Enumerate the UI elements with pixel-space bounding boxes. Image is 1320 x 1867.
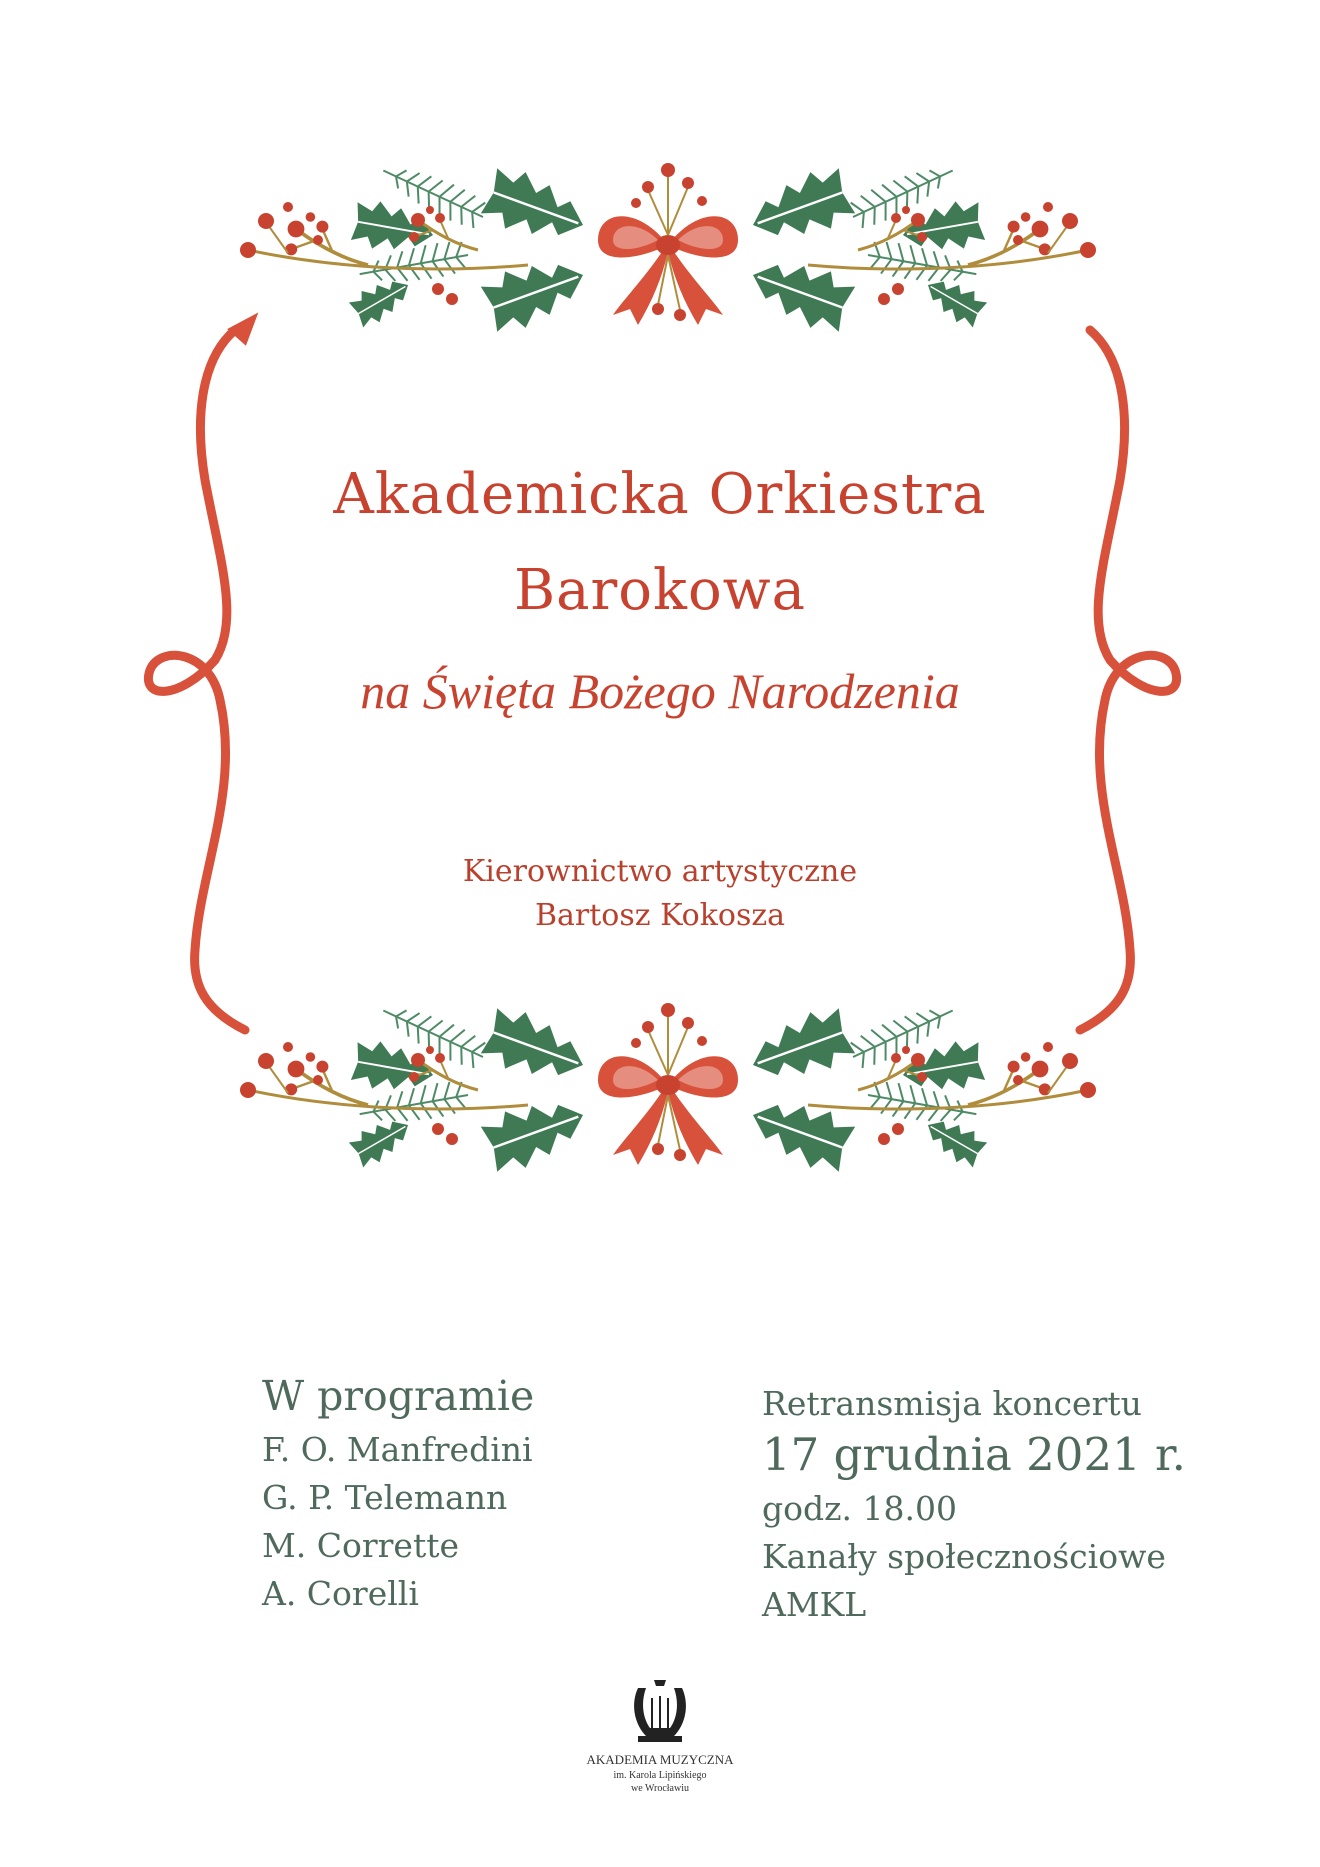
- lyre-logo-icon: [634, 1680, 686, 1742]
- program-item: G. P. Telemann: [262, 1478, 508, 1517]
- title-line-2: Barokowa: [514, 558, 806, 623]
- program-block: [262, 1372, 534, 1618]
- broadcast-channel: Kanały społecznościowe: [762, 1537, 1166, 1576]
- program-item: A. Corelli: [262, 1574, 419, 1613]
- bottom-garland: [240, 995, 1096, 1177]
- logo-line-3: we Wrocławiu: [630, 1783, 689, 1794]
- program-item: F. O. Manfredini: [262, 1430, 533, 1469]
- broadcast-org: AMKL: [762, 1585, 867, 1624]
- direction-label: Kierownictwo artystyczne: [462, 854, 858, 889]
- broadcast-label: Retransmisja koncertu: [762, 1384, 1142, 1423]
- broadcast-block: [762, 1380, 1186, 1629]
- top-garland: [240, 155, 1096, 337]
- logo-line-2: im. Karola Lipińskiego: [613, 1770, 707, 1781]
- broadcast-time: godz. 18.00: [762, 1489, 957, 1528]
- subtitle: na Święta Bożego Narodzenia: [360, 663, 960, 719]
- title-line-1: Akademicka Orkiestra: [333, 462, 987, 527]
- director-name: Bartosz Kokosza: [534, 898, 786, 933]
- program-heading: W programie: [262, 1372, 535, 1420]
- program-item: M. Corrette: [262, 1526, 460, 1565]
- broadcast-date: 17 grudnia 2021 r.: [762, 1428, 1186, 1481]
- logo-name: AKADEMIA MUZYCZNA: [586, 1752, 734, 1767]
